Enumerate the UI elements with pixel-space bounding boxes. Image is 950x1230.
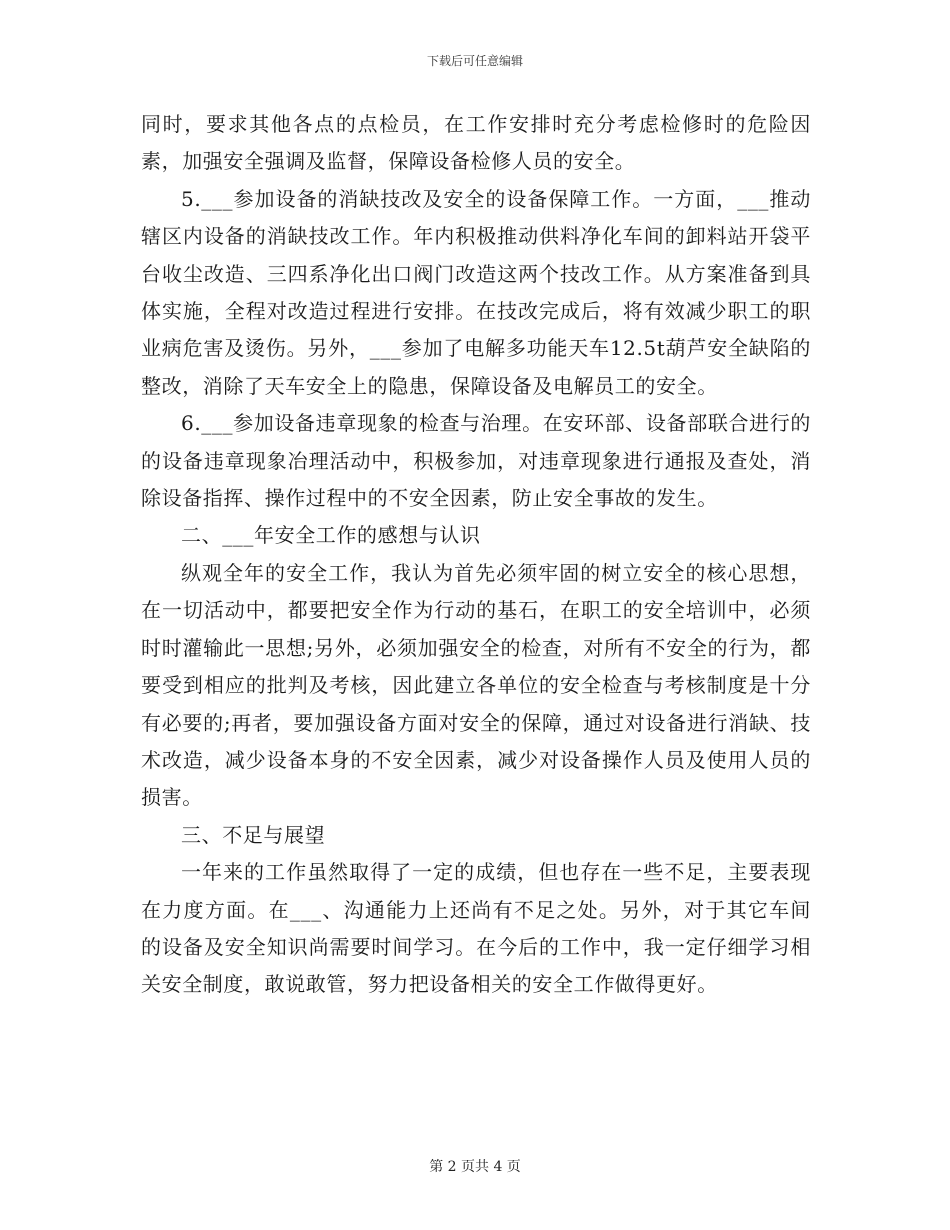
section-heading-2: 二、___年安全工作的感想与认识: [181, 523, 481, 548]
page-footer: 第 2 页共 4 页: [429, 1159, 521, 1175]
document-body: [141, 106, 811, 1004]
paragraph-item-6: 6.___参加设备违章现象的检查与治理。在安环部、设备部联合进行的的设备违章现象冶理活动中，积极参加，对违章现象进行通报及查处，消除设备指挥、操作过程中的不安全因素，防止安全事故的发生。: [141, 411, 811, 511]
page-header: 下载后可任意编辑: [426, 54, 523, 68]
paragraph-outlook: 一年来的工作虽然取得了一定的成绩，但也存在一些不足，主要表现在力度方面。在___、沟通能力上还尚有不足之处。另外，对于其它车间的设备及安全知识尚需要时间学习。在今后的工作中，我一定仔细学习相关安全制度，敢说敢管，努力把设备相关的安全工作做得更好。: [141, 860, 811, 997]
paragraph-continuation: 同时，要求其他各点的点检员，在工作安排时充分考虑检修时的危险因素，加强安全强调及监督，保障设备检修人员的安全。: [141, 112, 811, 174]
section-heading-3: 三、不足与展望: [181, 822, 326, 847]
paragraph-item-5: 5.___参加设备的消缺技改及安全的设备保障工作。一方面，___推动辖区内设备的消缺技改工作。年内积极推动供料净化车间的卸料站开袋平台收尘改造、三四系净化出口阀门改造这两个技改工作。从方案准备到具体实施，全程对改造过程进行安排。在技改完成后，将有效减少职工的职业病危害及烫伤。另外，___参加了电解多功能天车12.5t葫芦安全缺陷的整改，消除了天车安全上的隐患，保障设备及电解员工的安全。: [141, 186, 811, 398]
paragraph-reflection: 纵观全年的安全工作，我认为首先必须牢固的树立安全的核心思想，在一切活动中，都要把安全作为行动的基石，在职工的安全培训中，必须时时灌输此一思想;另外，必须加强安全的检查，对所有不安全的行为，都要受到相应的批判及考核，因此建立各单位的安全检查与考核制度是十分有必要的;再者，要加强设备方面对安全的保障，通过对设备进行消缺、技术改造，减少设备本身的不安全因素，减少对设备操作人员及使用人员的损害。: [141, 560, 811, 810]
